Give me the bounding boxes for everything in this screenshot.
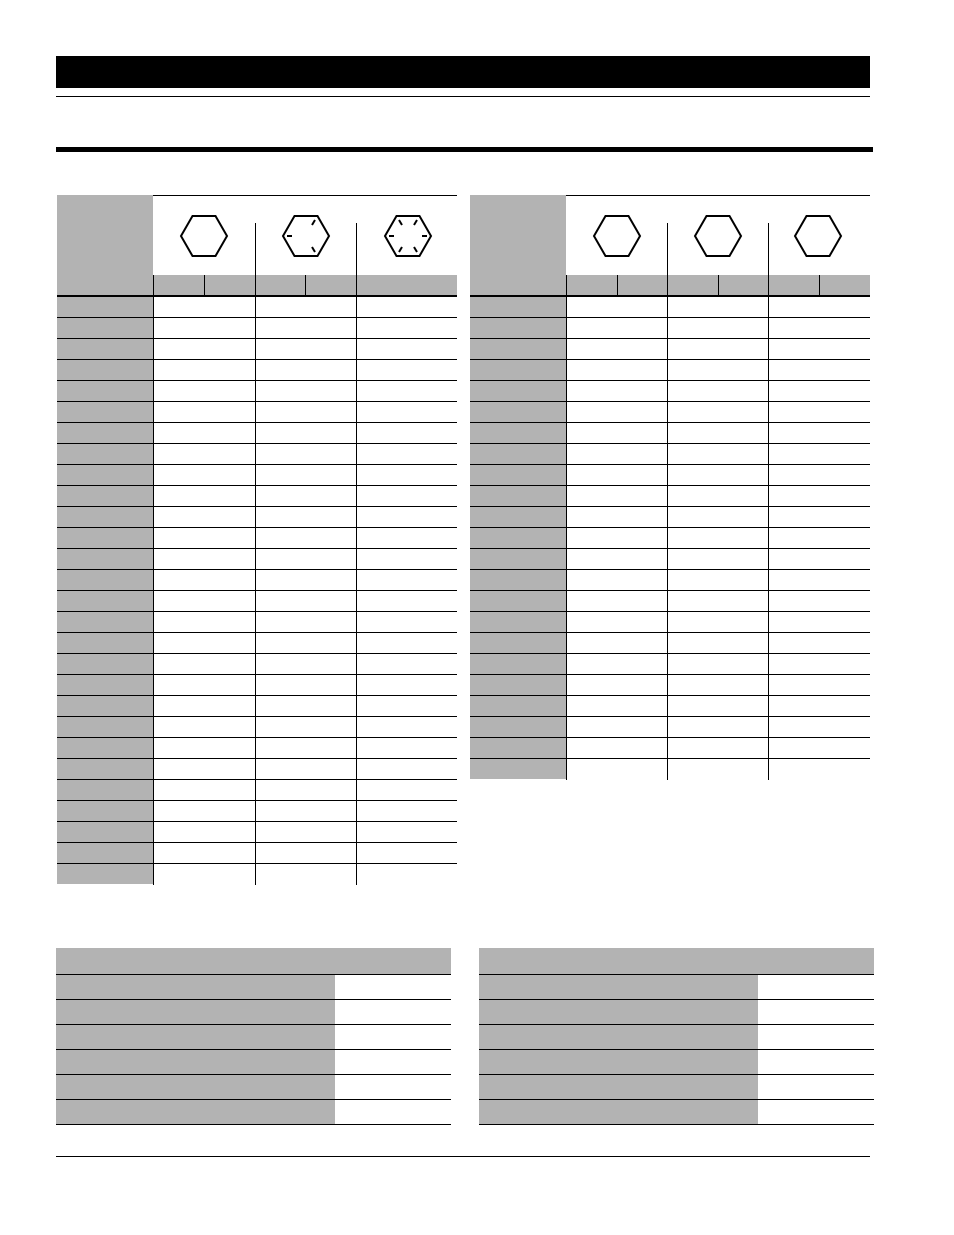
table-row bbox=[56, 1075, 451, 1100]
row-label-cell bbox=[57, 612, 153, 632]
table-row bbox=[57, 360, 457, 381]
row-label-cell bbox=[470, 381, 566, 401]
row-label-cell bbox=[470, 696, 566, 716]
table-row bbox=[470, 465, 870, 486]
table-row bbox=[57, 864, 457, 885]
row-label-cell bbox=[57, 801, 153, 821]
table-row bbox=[479, 1000, 874, 1025]
row-label-cell bbox=[57, 696, 153, 716]
row-rule bbox=[479, 1124, 874, 1125]
row-label-cell bbox=[470, 738, 566, 758]
table-row bbox=[470, 507, 870, 528]
subheader-divider bbox=[819, 275, 820, 295]
row-label-cell bbox=[57, 654, 153, 674]
subheader-divider bbox=[768, 275, 769, 295]
row-rule bbox=[56, 1124, 451, 1125]
table-row bbox=[57, 717, 457, 738]
small-table-header bbox=[56, 948, 451, 974]
row-label-cell bbox=[470, 297, 566, 317]
row-label-cell bbox=[470, 717, 566, 737]
row-label-cell bbox=[470, 486, 566, 506]
table-row bbox=[470, 486, 870, 507]
column-rule bbox=[667, 297, 668, 780]
table-row bbox=[57, 339, 457, 360]
column-header-three-mark-hex bbox=[255, 195, 356, 275]
row-label-cell bbox=[470, 675, 566, 695]
table-row bbox=[470, 423, 870, 444]
row-label-cell bbox=[57, 570, 153, 590]
row-label-cell bbox=[470, 339, 566, 359]
row-label-cell bbox=[56, 1100, 335, 1124]
table-row bbox=[470, 612, 870, 633]
torque-table-right bbox=[470, 195, 870, 782]
row-label-cell bbox=[57, 339, 153, 359]
table-row bbox=[479, 975, 874, 1000]
table-row bbox=[470, 717, 870, 738]
row-label-cell bbox=[479, 1050, 758, 1074]
column-header-plain-hex bbox=[153, 195, 255, 275]
row-label-cell bbox=[57, 738, 153, 758]
table-row bbox=[470, 360, 870, 381]
table-row bbox=[56, 1050, 451, 1075]
table-row bbox=[57, 549, 457, 570]
header-bar bbox=[56, 56, 870, 88]
row-label-cell bbox=[57, 843, 153, 863]
row-label-cell bbox=[57, 633, 153, 653]
hex-head-plain-icon bbox=[793, 213, 843, 259]
row-label-cell bbox=[57, 402, 153, 422]
small-table-header bbox=[479, 948, 874, 974]
table-row bbox=[470, 759, 870, 780]
row-label-cell bbox=[57, 423, 153, 443]
column-rule bbox=[768, 297, 769, 780]
table-row bbox=[57, 843, 457, 864]
table-row bbox=[479, 1025, 874, 1050]
table-row bbox=[470, 297, 870, 318]
small-table-left bbox=[56, 948, 451, 1126]
subheader-divider bbox=[255, 275, 256, 295]
row-label-cell bbox=[470, 507, 566, 527]
row-label-cell bbox=[470, 570, 566, 590]
table-row bbox=[470, 591, 870, 612]
column-rule bbox=[255, 297, 256, 885]
column-rule bbox=[153, 297, 154, 885]
row-label-cell bbox=[470, 360, 566, 380]
table-body bbox=[470, 297, 870, 782]
row-label-cell bbox=[57, 717, 153, 737]
row-label-cell bbox=[57, 465, 153, 485]
table-row bbox=[57, 696, 457, 717]
row-label-cell bbox=[56, 975, 335, 999]
row-label-cell bbox=[470, 591, 566, 611]
table-row bbox=[57, 402, 457, 423]
row-label-cell bbox=[470, 444, 566, 464]
table-body bbox=[57, 297, 457, 887]
row-label-cell bbox=[56, 1050, 335, 1074]
row-label-cell bbox=[470, 465, 566, 485]
row-label-cell bbox=[479, 1025, 758, 1049]
table-row bbox=[57, 591, 457, 612]
table-row bbox=[57, 675, 457, 696]
row-label-cell bbox=[57, 444, 153, 464]
table-row bbox=[57, 780, 457, 801]
header-label-cell bbox=[57, 195, 153, 275]
table-row bbox=[57, 759, 457, 780]
subheader-divider bbox=[667, 275, 668, 295]
row-label-cell bbox=[470, 612, 566, 632]
table-row bbox=[470, 318, 870, 339]
hex-head-three-marks-icon bbox=[281, 213, 331, 259]
row-label-cell bbox=[56, 1025, 335, 1049]
row-label-cell bbox=[57, 381, 153, 401]
table-row bbox=[57, 444, 457, 465]
row-label-cell bbox=[57, 297, 153, 317]
table-row bbox=[479, 1075, 874, 1100]
table-row bbox=[57, 612, 457, 633]
row-label-cell bbox=[470, 633, 566, 653]
row-label-cell bbox=[56, 1000, 335, 1024]
table-row bbox=[56, 975, 451, 1000]
column-header-plain-hex bbox=[566, 195, 667, 275]
table-row bbox=[57, 633, 457, 654]
hex-head-plain-icon bbox=[592, 213, 642, 259]
table-row bbox=[57, 486, 457, 507]
column-header-six-mark-hex bbox=[356, 195, 457, 275]
table-row bbox=[56, 1100, 451, 1125]
table-row bbox=[479, 1100, 874, 1125]
subheader-divider bbox=[153, 275, 154, 295]
table-row bbox=[470, 738, 870, 759]
table-row bbox=[57, 381, 457, 402]
small-table-right bbox=[479, 948, 874, 1128]
footer-rule bbox=[56, 1156, 870, 1157]
row-label-cell bbox=[470, 423, 566, 443]
row-label-cell bbox=[470, 402, 566, 422]
row-label-cell bbox=[57, 591, 153, 611]
table-row bbox=[470, 675, 870, 696]
table-row bbox=[57, 528, 457, 549]
row-label-cell bbox=[57, 486, 153, 506]
row-label-cell bbox=[57, 360, 153, 380]
table-row bbox=[470, 633, 870, 654]
subheader-divider bbox=[305, 275, 306, 295]
table-row bbox=[470, 528, 870, 549]
row-label-cell bbox=[57, 759, 153, 779]
row-label-cell bbox=[57, 507, 153, 527]
section-rule bbox=[56, 147, 873, 152]
table-row bbox=[57, 822, 457, 843]
table-row bbox=[56, 1025, 451, 1050]
row-label-cell bbox=[57, 864, 153, 884]
row-label-cell bbox=[470, 528, 566, 548]
table-row bbox=[57, 297, 457, 318]
row-label-cell bbox=[470, 549, 566, 569]
table-row bbox=[57, 318, 457, 339]
table-row bbox=[470, 549, 870, 570]
row-label-cell bbox=[57, 822, 153, 842]
table-row bbox=[57, 801, 457, 822]
table-row bbox=[470, 402, 870, 423]
row-label-cell bbox=[470, 318, 566, 338]
table-row bbox=[57, 738, 457, 759]
table-row bbox=[57, 465, 457, 486]
table-row bbox=[470, 444, 870, 465]
row-label-cell bbox=[56, 1075, 335, 1099]
column-header-plain-hex bbox=[667, 195, 768, 275]
row-label-cell bbox=[57, 780, 153, 800]
table-row bbox=[57, 423, 457, 444]
subheader-row bbox=[57, 275, 457, 295]
row-label-cell bbox=[57, 318, 153, 338]
row-label-cell bbox=[470, 759, 566, 779]
subheader-divider bbox=[617, 275, 618, 295]
subheader-divider bbox=[566, 275, 567, 295]
hex-head-plain-icon bbox=[179, 213, 229, 259]
row-label-cell bbox=[479, 1075, 758, 1099]
table-row bbox=[56, 1000, 451, 1025]
torque-table-left bbox=[57, 195, 457, 887]
header-rule bbox=[56, 96, 870, 97]
table-row bbox=[57, 654, 457, 675]
row-label-cell bbox=[57, 528, 153, 548]
hex-head-six-marks-icon bbox=[383, 213, 433, 259]
hex-head-plain-icon bbox=[693, 213, 743, 259]
table-row bbox=[470, 696, 870, 717]
row-label-cell bbox=[479, 975, 758, 999]
row-label-cell bbox=[57, 549, 153, 569]
subheader-divider bbox=[356, 275, 357, 295]
subheader-row bbox=[470, 275, 870, 295]
table-row bbox=[57, 507, 457, 528]
column-header-plain-hex bbox=[768, 195, 870, 275]
row-label-cell bbox=[470, 654, 566, 674]
row-label-cell bbox=[479, 1000, 758, 1024]
table-row bbox=[57, 570, 457, 591]
subheader-divider bbox=[718, 275, 719, 295]
header-label-cell bbox=[470, 195, 566, 275]
column-rule bbox=[566, 297, 567, 780]
row-label-cell bbox=[479, 1100, 758, 1124]
row-label-cell bbox=[57, 675, 153, 695]
column-rule bbox=[356, 297, 357, 885]
table-row bbox=[470, 570, 870, 591]
table-row bbox=[479, 1050, 874, 1075]
table-row bbox=[470, 381, 870, 402]
table-row bbox=[470, 654, 870, 675]
subheader-divider bbox=[204, 275, 205, 295]
table-row bbox=[470, 339, 870, 360]
